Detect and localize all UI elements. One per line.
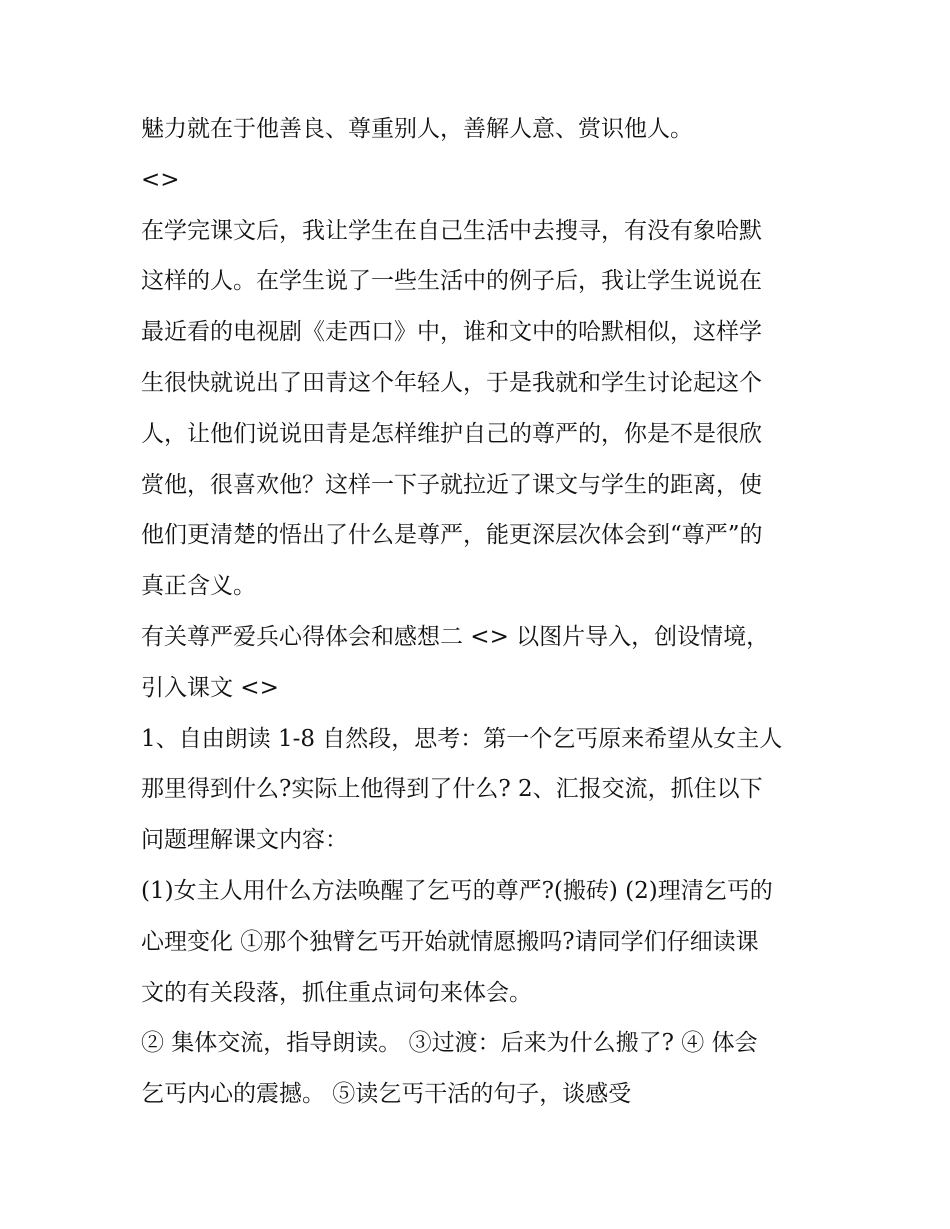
text-line: 赏他，很喜欢他？这样一下子就拉近了课文与学生的距离，使 [141,471,762,498]
text-line: ② 集体交流，指导朗读。 ③过渡：后来为什么搬了? ④ 体会 [141,1030,758,1057]
text-line: 引入课文 <> [141,674,279,701]
text-line: 乞丐内心的震撼。 ⑤读乞丐干活的句子，谈感受 [141,1081,632,1108]
text-line: 生很快就说出了田青这个年轻人，于是我就和学生讨论起这个 [141,369,762,396]
text-line: 人，让他们说说田青是怎样维护自己的尊严的，你是不是很欣 [141,420,762,447]
text-line: 1、自由朗读 1-8 自然段，思考：第一个乞丐原来希望从女主人 [141,725,783,752]
text-line: 文的有关段落，抓住重点词句来体会。 [141,979,532,1006]
text-line: (1)女主人用什么方法唤醒了乞丐的尊严?(搬砖) (2)理清乞丐的 [141,877,773,904]
text-line: 魅力就在于他善良、尊重别人，善解人意、赏识他人。 [141,116,693,142]
text-line: <> [141,166,180,193]
text-line: 真正含义。 [141,573,256,600]
text-line: 这样的人。在学生说了一些生活中的例子后，我让学生说说在 [141,268,762,295]
text-line: 那里得到什么?实际上他得到了什么? 2、汇报交流，抓住以下 [141,776,763,803]
document-body [141,104,821,1120]
text-line: 在学完课文后，我让学生在自己生活中去搜寻，有没有象哈默 [141,217,762,244]
text-line: 问题理解课文内容： [141,827,348,854]
text-line: 他们更清楚的悟出了什么是尊严，能更深层次体会到“尊严”的 [141,522,763,549]
text-line: 有关尊严爱兵心得体会和感想二 <> 以图片导入，创设情境， [141,623,770,650]
text-line: 最近看的电视剧《走西口》中，谁和文中的哈默相似，这样学 [141,319,762,346]
text-line: 心理变化 ①那个独臂乞丐开始就情愿搬吗?请同学们仔细读课 [141,928,759,955]
